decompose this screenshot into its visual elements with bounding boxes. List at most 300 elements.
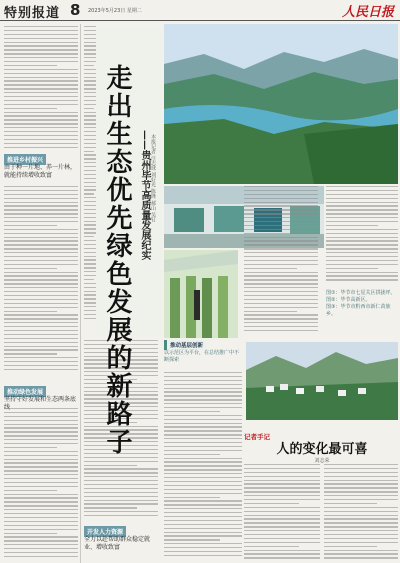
text-line bbox=[324, 550, 398, 551]
text-line bbox=[164, 403, 242, 404]
text-line bbox=[244, 534, 320, 535]
text-line bbox=[4, 260, 78, 261]
text-line bbox=[4, 408, 78, 409]
text-line bbox=[4, 494, 78, 495]
text-line bbox=[4, 459, 78, 460]
text-line bbox=[4, 466, 78, 467]
text-line bbox=[164, 477, 242, 478]
text-line bbox=[4, 513, 78, 514]
text-line bbox=[4, 427, 78, 428]
text-line bbox=[324, 542, 398, 543]
text-line bbox=[4, 275, 78, 276]
text-line bbox=[324, 483, 398, 484]
text-line bbox=[4, 100, 78, 101]
text-line bbox=[324, 491, 398, 492]
text-line bbox=[84, 236, 94, 237]
text-line bbox=[4, 451, 78, 452]
text-line bbox=[84, 492, 158, 493]
left-column-text-3 bbox=[4, 408, 78, 563]
text-line bbox=[4, 517, 78, 518]
text-line bbox=[4, 303, 78, 304]
text-line bbox=[244, 311, 297, 312]
text-line bbox=[244, 303, 318, 304]
text-line bbox=[4, 88, 78, 89]
photo-greenhouse-graphic bbox=[164, 250, 238, 338]
text-line bbox=[84, 279, 94, 280]
text-line bbox=[324, 487, 398, 488]
text-line bbox=[164, 384, 242, 385]
text-line bbox=[244, 237, 318, 238]
text-line bbox=[244, 318, 318, 319]
text-line bbox=[324, 472, 398, 473]
text-line bbox=[244, 483, 320, 484]
text-line bbox=[164, 535, 242, 536]
photo-landscape-graphic bbox=[164, 24, 398, 184]
text-line bbox=[4, 139, 78, 140]
section-banner-labor: 开发人力资源 bbox=[84, 526, 126, 537]
text-line bbox=[4, 420, 78, 421]
text-line bbox=[4, 256, 78, 257]
text-line bbox=[164, 376, 242, 377]
text-line bbox=[4, 69, 78, 70]
text-line bbox=[4, 287, 78, 288]
text-line bbox=[326, 268, 378, 269]
section-banner-rural: 推进乡村振兴 bbox=[4, 154, 46, 165]
text-line bbox=[244, 557, 320, 558]
text-line bbox=[4, 455, 78, 456]
text-line bbox=[4, 244, 78, 245]
text-line bbox=[244, 326, 318, 327]
text-line bbox=[4, 540, 78, 541]
text-line bbox=[4, 127, 78, 128]
text-line bbox=[4, 346, 78, 347]
text-line bbox=[164, 469, 242, 470]
text-line bbox=[4, 202, 78, 203]
text-line bbox=[244, 256, 318, 257]
text-line bbox=[4, 490, 57, 491]
column-divider bbox=[80, 24, 81, 563]
text-line bbox=[4, 326, 78, 327]
text-line bbox=[4, 474, 78, 475]
text-line bbox=[4, 233, 78, 234]
text-line bbox=[4, 291, 78, 292]
text-line bbox=[84, 500, 158, 501]
text-line bbox=[244, 515, 320, 516]
text-line bbox=[164, 539, 220, 540]
text-line bbox=[326, 260, 398, 261]
text-line bbox=[164, 489, 242, 490]
photo-greenhouse bbox=[164, 250, 238, 338]
text-line bbox=[164, 524, 242, 525]
text-line bbox=[4, 311, 57, 312]
text-line bbox=[326, 221, 398, 222]
text-line bbox=[4, 240, 78, 241]
text-line bbox=[244, 530, 320, 531]
text-line bbox=[164, 497, 220, 498]
text-line bbox=[164, 555, 242, 556]
section-headline-innovation: 以示范区为平台，在总结推广中不断探索 bbox=[164, 350, 240, 363]
text-line bbox=[244, 198, 318, 199]
text-line bbox=[84, 457, 158, 458]
text-line bbox=[164, 520, 242, 521]
article-subtitle: ——贵州毕节高质量发展纪实 bbox=[139, 130, 150, 260]
text-line bbox=[84, 468, 158, 469]
text-line bbox=[326, 229, 398, 230]
text-line bbox=[244, 244, 318, 245]
text-line bbox=[4, 229, 78, 230]
text-line bbox=[326, 279, 398, 280]
text-line bbox=[4, 525, 78, 526]
text-line bbox=[4, 307, 78, 308]
text-line bbox=[4, 357, 78, 358]
text-line bbox=[244, 522, 320, 523]
text-line bbox=[4, 548, 78, 549]
text-line bbox=[244, 272, 318, 273]
text-line bbox=[4, 53, 78, 54]
text-line bbox=[4, 416, 78, 417]
text-line bbox=[324, 534, 398, 535]
text-line bbox=[164, 493, 242, 494]
text-line bbox=[164, 485, 242, 486]
text-line bbox=[326, 256, 398, 257]
text-line bbox=[326, 209, 398, 210]
text-line bbox=[244, 538, 320, 539]
text-line bbox=[244, 240, 318, 241]
text-line bbox=[244, 507, 320, 508]
text-line bbox=[244, 213, 318, 214]
text-line bbox=[4, 283, 78, 284]
text-line bbox=[4, 237, 78, 238]
text-line bbox=[244, 487, 320, 488]
text-line bbox=[84, 496, 158, 497]
text-line bbox=[244, 291, 318, 292]
text-line bbox=[4, 57, 78, 58]
middle-column-text bbox=[164, 372, 242, 562]
left-column-text bbox=[4, 26, 78, 152]
text-line bbox=[326, 190, 398, 191]
text-line bbox=[164, 419, 242, 420]
text-line bbox=[244, 264, 318, 265]
text-line bbox=[84, 484, 158, 485]
text-line bbox=[4, 135, 78, 136]
text-line bbox=[4, 279, 78, 280]
right-column-text bbox=[326, 186, 398, 286]
text-line bbox=[84, 151, 94, 152]
text-line bbox=[164, 504, 242, 505]
text-line bbox=[244, 511, 320, 512]
text-line bbox=[84, 515, 158, 516]
text-line bbox=[326, 225, 378, 226]
text-line bbox=[4, 365, 78, 366]
text-line bbox=[324, 526, 398, 527]
text-line bbox=[324, 515, 398, 516]
text-line bbox=[4, 84, 78, 85]
text-line bbox=[326, 252, 398, 253]
text-line bbox=[164, 500, 242, 501]
caption-line: 图①：毕节市七星关区拱拢坪。 bbox=[326, 290, 396, 296]
text-line bbox=[4, 119, 78, 120]
text-line bbox=[4, 536, 78, 537]
text-line bbox=[4, 533, 57, 534]
text-line bbox=[326, 272, 398, 273]
text-line bbox=[244, 468, 320, 469]
text-line bbox=[4, 272, 78, 273]
text-line bbox=[244, 480, 320, 481]
text-line bbox=[244, 202, 318, 203]
text-line bbox=[244, 275, 318, 276]
text-line bbox=[84, 461, 158, 462]
essay-text-right bbox=[324, 464, 398, 563]
photo-mountain-village bbox=[246, 342, 398, 420]
text-line bbox=[324, 530, 398, 531]
text-line bbox=[4, 330, 78, 331]
text-line bbox=[324, 522, 398, 523]
text-line bbox=[4, 264, 78, 265]
text-line bbox=[244, 503, 299, 504]
text-line bbox=[244, 268, 297, 269]
text-line bbox=[324, 464, 398, 465]
text-line bbox=[164, 380, 242, 381]
text-line bbox=[326, 194, 398, 195]
text-line bbox=[4, 334, 78, 335]
text-line bbox=[84, 507, 137, 508]
text-line bbox=[244, 464, 320, 465]
text-line bbox=[164, 442, 242, 443]
text-line bbox=[244, 186, 318, 187]
text-line bbox=[164, 516, 242, 517]
essay-tag: 记者手记 bbox=[244, 433, 270, 441]
text-line bbox=[4, 198, 78, 199]
text-line bbox=[4, 369, 78, 370]
text-line bbox=[4, 30, 78, 31]
text-line bbox=[4, 556, 78, 557]
text-line bbox=[164, 407, 242, 408]
text-line bbox=[324, 507, 398, 508]
text-line bbox=[4, 42, 78, 43]
text-line bbox=[326, 217, 398, 218]
text-line bbox=[326, 244, 398, 245]
text-line bbox=[164, 446, 242, 447]
text-line bbox=[4, 342, 78, 343]
text-line bbox=[324, 495, 398, 496]
text-line bbox=[164, 411, 220, 412]
text-line bbox=[84, 476, 158, 477]
text-line bbox=[164, 395, 242, 396]
text-line bbox=[4, 361, 78, 362]
text-line bbox=[4, 221, 78, 222]
text-line bbox=[244, 252, 318, 253]
text-line bbox=[164, 528, 242, 529]
text-line bbox=[244, 518, 320, 519]
essay-title: 人的变化最可喜 bbox=[276, 442, 368, 457]
text-line bbox=[326, 202, 398, 203]
text-line bbox=[164, 430, 242, 431]
text-line bbox=[164, 532, 242, 533]
text-line bbox=[4, 353, 57, 354]
text-line bbox=[244, 221, 318, 222]
text-line bbox=[324, 538, 398, 539]
text-line bbox=[244, 314, 318, 315]
text-line bbox=[164, 543, 242, 544]
text-line bbox=[4, 338, 78, 339]
text-line bbox=[84, 108, 94, 109]
section-banner-innovation: 推动基层创新 bbox=[164, 340, 206, 350]
text-line bbox=[4, 209, 78, 210]
text-line bbox=[244, 322, 318, 323]
text-line bbox=[244, 233, 318, 234]
text-line bbox=[324, 499, 398, 500]
section-title: 特别报道 bbox=[4, 6, 61, 21]
text-line bbox=[244, 553, 320, 554]
text-line bbox=[4, 34, 78, 35]
text-line bbox=[326, 213, 398, 214]
text-line bbox=[4, 552, 78, 553]
text-line bbox=[4, 96, 78, 97]
text-line bbox=[244, 190, 318, 191]
text-line bbox=[4, 104, 78, 105]
text-line bbox=[4, 205, 78, 206]
text-line bbox=[4, 349, 78, 350]
text-line bbox=[84, 511, 158, 512]
text-line bbox=[4, 544, 78, 545]
text-line bbox=[324, 511, 398, 512]
text-line bbox=[244, 194, 318, 195]
text-line bbox=[164, 438, 242, 439]
text-line bbox=[324, 480, 398, 481]
text-line bbox=[4, 470, 78, 471]
text-line bbox=[4, 131, 78, 132]
text-line bbox=[4, 482, 78, 483]
text-line bbox=[84, 472, 158, 473]
text-line bbox=[4, 26, 78, 27]
text-line bbox=[4, 439, 78, 440]
text-line bbox=[4, 248, 78, 249]
text-line bbox=[4, 49, 78, 50]
text-line bbox=[4, 447, 57, 448]
text-line bbox=[164, 461, 242, 462]
text-line bbox=[4, 486, 78, 487]
text-line bbox=[4, 143, 78, 144]
text-line bbox=[164, 423, 242, 424]
text-line bbox=[324, 503, 377, 504]
text-line bbox=[4, 123, 78, 124]
essay-text-left bbox=[244, 464, 320, 563]
text-line bbox=[164, 415, 242, 416]
text-line bbox=[324, 476, 398, 477]
text-line bbox=[4, 505, 78, 506]
text-line bbox=[4, 412, 78, 413]
text-line bbox=[164, 512, 242, 513]
text-line bbox=[164, 399, 242, 400]
text-line bbox=[164, 465, 242, 466]
text-line bbox=[4, 147, 78, 148]
text-line bbox=[244, 217, 318, 218]
section-headline-rural: 由于种一片地、养一片林，就能持续增收致富 bbox=[4, 164, 77, 179]
text-line bbox=[4, 73, 78, 74]
text-line bbox=[164, 481, 242, 482]
text-line bbox=[84, 488, 158, 489]
text-line bbox=[4, 314, 78, 315]
text-line bbox=[326, 198, 398, 199]
publication-date: 2023年5月23日 星期二 bbox=[88, 8, 142, 14]
text-line bbox=[244, 205, 318, 206]
text-line bbox=[4, 80, 78, 81]
text-line bbox=[324, 553, 398, 554]
text-line bbox=[164, 547, 242, 548]
text-line bbox=[4, 435, 78, 436]
right-middle-column-text bbox=[244, 186, 318, 336]
text-line bbox=[244, 287, 318, 288]
photo-village-graphic bbox=[246, 342, 398, 420]
text-line bbox=[84, 65, 94, 66]
text-line bbox=[4, 424, 78, 425]
text-line bbox=[4, 108, 57, 109]
photo-landscape-river bbox=[164, 24, 398, 184]
text-line bbox=[244, 499, 320, 500]
text-line bbox=[244, 546, 299, 547]
text-line bbox=[326, 240, 398, 241]
text-line bbox=[244, 491, 320, 492]
essay-author: 刘志荣 bbox=[314, 458, 330, 464]
text-line bbox=[244, 307, 318, 308]
text-line bbox=[4, 61, 78, 62]
text-line bbox=[326, 275, 398, 276]
text-line bbox=[324, 468, 398, 469]
photo-captions bbox=[326, 290, 398, 318]
text-line bbox=[326, 248, 398, 249]
text-line bbox=[164, 426, 242, 427]
text-line bbox=[164, 454, 220, 455]
text-line bbox=[4, 115, 78, 116]
text-line bbox=[164, 508, 242, 509]
text-line bbox=[324, 557, 398, 558]
text-line bbox=[244, 476, 320, 477]
text-line bbox=[84, 503, 158, 504]
text-line bbox=[4, 112, 78, 113]
text-line bbox=[244, 229, 318, 230]
text-line bbox=[4, 521, 78, 522]
text-line bbox=[4, 225, 57, 226]
text-line bbox=[4, 190, 78, 191]
page-header bbox=[0, 0, 400, 21]
text-line bbox=[324, 546, 377, 547]
text-line bbox=[4, 497, 78, 498]
text-line bbox=[4, 443, 78, 444]
caption-line: 图③：毕节市黔西市新仁苗族乡。 bbox=[326, 304, 391, 317]
left-column-text-2 bbox=[4, 186, 78, 376]
text-line bbox=[244, 283, 318, 284]
caption-line: 图②：毕节高新区。 bbox=[326, 297, 371, 303]
text-line bbox=[244, 248, 318, 249]
text-line bbox=[4, 295, 78, 296]
text-line bbox=[4, 318, 78, 319]
text-line bbox=[4, 501, 78, 502]
text-line bbox=[4, 268, 57, 269]
section-headline-green: 坚持守好发展和生态两条底 bbox=[4, 396, 77, 403]
text-line bbox=[4, 478, 78, 479]
text-line bbox=[4, 186, 78, 187]
text-line bbox=[4, 431, 78, 432]
text-line bbox=[4, 194, 78, 195]
text-line bbox=[244, 495, 320, 496]
text-line bbox=[244, 260, 318, 261]
text-line bbox=[164, 434, 242, 435]
text-line bbox=[244, 472, 320, 473]
text-line bbox=[4, 252, 78, 253]
page-number: 8 bbox=[70, 1, 81, 19]
text-line bbox=[84, 465, 137, 466]
text-line bbox=[4, 529, 78, 530]
